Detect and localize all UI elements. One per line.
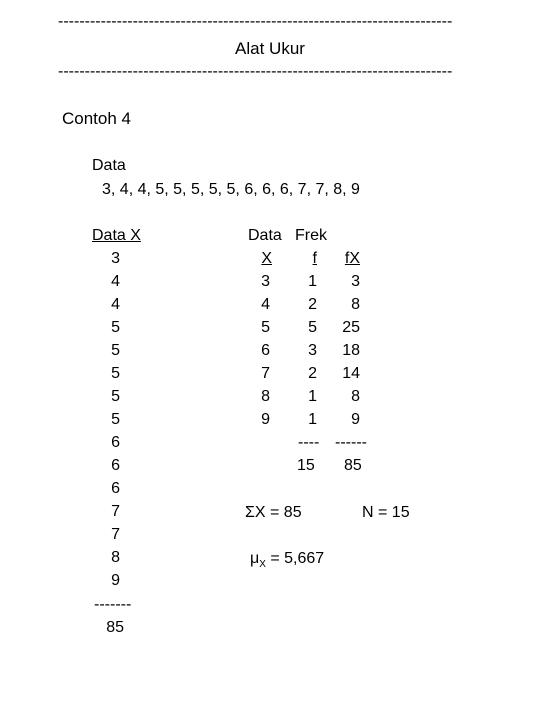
freq-top-header-data: Data <box>248 227 282 244</box>
data-values: 3, 4, 4, 5, 5, 5, 5, 5, 6, 6, 6, 7, 7, 8, 9 <box>102 181 360 198</box>
top-dash-line: -------------------------------------------------------------------------- <box>58 13 453 30</box>
freq-cell-x: 6 <box>261 342 270 359</box>
freq-separator-fx: ------ <box>335 434 367 451</box>
data-label: Data <box>92 157 126 174</box>
freq-cell-fx: 25 <box>342 319 360 336</box>
data-x-value: 5 <box>111 411 120 428</box>
data-x-value: 5 <box>111 342 120 359</box>
data-x-value: 9 <box>111 572 120 589</box>
sum-x: ΣX = 85 <box>245 504 302 521</box>
mean-expression <box>250 551 324 570</box>
freq-cell-fx: 14 <box>342 365 360 382</box>
freq-separator-f: ---- <box>298 434 320 451</box>
freq-cell-f: 2 <box>308 365 317 382</box>
freq-cell-x: 8 <box>261 388 270 405</box>
freq-cell-f: 5 <box>308 319 317 336</box>
data-x-value: 4 <box>111 273 120 290</box>
data-x-value: 6 <box>111 434 120 451</box>
freq-header-x: X <box>261 250 272 267</box>
freq-top-header-frek: Frek <box>295 227 327 244</box>
freq-cell-fx: 3 <box>351 273 360 290</box>
n-count: N = 15 <box>362 504 410 521</box>
data-x-value: 6 <box>111 480 120 497</box>
freq-cell-f: 1 <box>308 411 317 428</box>
freq-cell-fx: 8 <box>351 388 360 405</box>
bottom-dash-line: -------------------------------------------------------------------------- <box>58 63 453 80</box>
freq-total-fx: 85 <box>344 457 362 474</box>
section-heading: Contoh 4 <box>62 109 131 128</box>
page-title: Alat Ukur <box>235 39 305 58</box>
data-x-value: 7 <box>111 503 120 520</box>
freq-cell-fx: 8 <box>351 296 360 313</box>
freq-cell-f: 1 <box>308 273 317 290</box>
freq-cell-x: 7 <box>261 365 270 382</box>
data-x-value: 4 <box>111 296 120 313</box>
freq-cell-f: 1 <box>308 388 317 405</box>
freq-header-f: f <box>312 250 317 267</box>
data-x-value: 3 <box>111 250 120 267</box>
freq-cell-x: 3 <box>261 273 270 290</box>
freq-cell-fx: 9 <box>351 411 360 428</box>
freq-cell-x: 9 <box>261 411 270 428</box>
mu-symbol: μ <box>250 550 260 567</box>
freq-cell-f: 2 <box>308 296 317 313</box>
data-x-value: 5 <box>111 388 120 405</box>
data-x-value: 8 <box>111 549 120 566</box>
freq-cell-fx: 18 <box>342 342 360 359</box>
data-x-separator: ------- <box>94 596 132 613</box>
freq-cell-x: 5 <box>261 319 270 336</box>
mean-value: = 5,667 <box>265 550 325 567</box>
freq-total-f: 15 <box>297 457 315 474</box>
data-x-value: 6 <box>111 457 120 474</box>
data-x-header: Data X <box>92 227 141 244</box>
freq-header-fx: fX <box>344 250 360 267</box>
data-x-value: 5 <box>111 319 120 336</box>
freq-cell-f: 3 <box>308 342 317 359</box>
data-x-value: 7 <box>111 526 120 543</box>
data-x-value: 5 <box>111 365 120 382</box>
freq-cell-x: 4 <box>261 296 270 313</box>
data-x-total: 85 <box>106 619 124 636</box>
mu-subscript: X <box>259 559 266 571</box>
